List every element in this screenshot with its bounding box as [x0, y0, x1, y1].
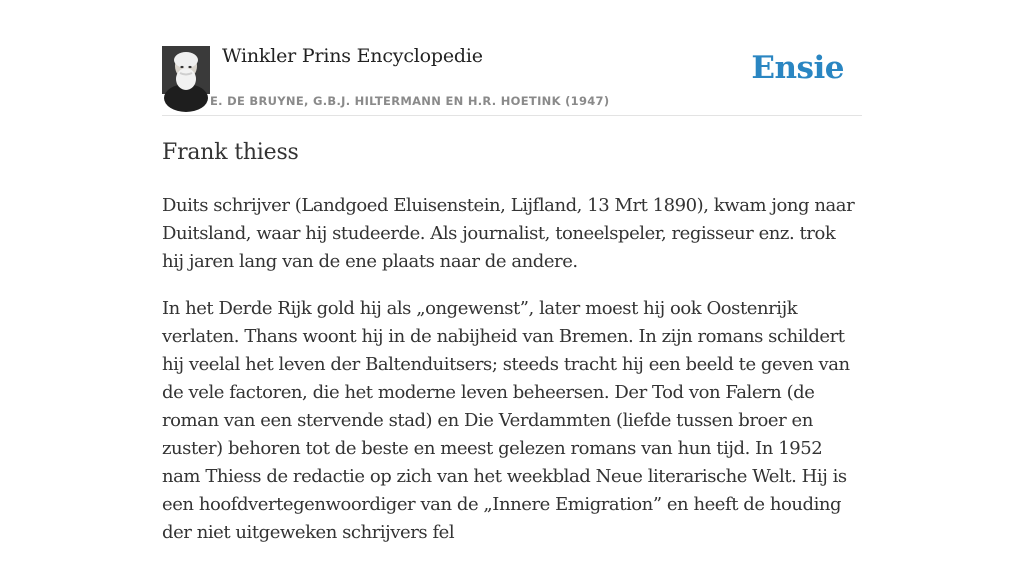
- source-authors: E. DE BRUYNE, G.B.J. HILTERMANN EN H.R. HOETINK (1947): [210, 94, 610, 108]
- source-header: [162, 0, 862, 116]
- entry-body: [162, 192, 862, 566]
- entry-paragraph: In het Derde Rijk gold hij als „ongewenst”, later moest hij ook Oostenrijk verlaten. Thans woont hij in de nabijheid van Bremen. In zijn romans schildert hij veelal het leven der Baltenduitsers; steeds tracht hij een beeld te geven van de vele factoren, die het moderne leven beheersen. Der Tod von Falern (de roman van een stervende stad) en Die Verdammten (liefde tussen broer en zuster) behoren tot de beste en meest gelezen romans van hun tijd. In 1952 nam Thiess de redactie op zich van het weekblad Neue literarische Welt. Hij is een hoofdvertegenwoordiger van de „Innere Emigration” en heeft de houding der niet uitgeweken schrijvers fel: [162, 298, 850, 543]
- entry-paragraph: Duits schrijver (Landgoed Eluisenstein, Lijfland, 13 Mrt 1890), kwam jong naar Duitsland, waar hij studeerde. Als journalist, toneelspeler, regisseur enz. trok hij jaren lang van de ene plaats naar de andere.: [162, 195, 855, 272]
- source-avatar[interactable]: [162, 46, 210, 94]
- source-title[interactable]: Winkler Prins Encyclopedie: [222, 45, 483, 67]
- portrait-avatar-icon: [162, 46, 210, 94]
- content-container: [162, 0, 862, 543]
- entry-title: Frank thiess: [162, 140, 299, 165]
- ensie-logo[interactable]: Ensie: [751, 50, 844, 86]
